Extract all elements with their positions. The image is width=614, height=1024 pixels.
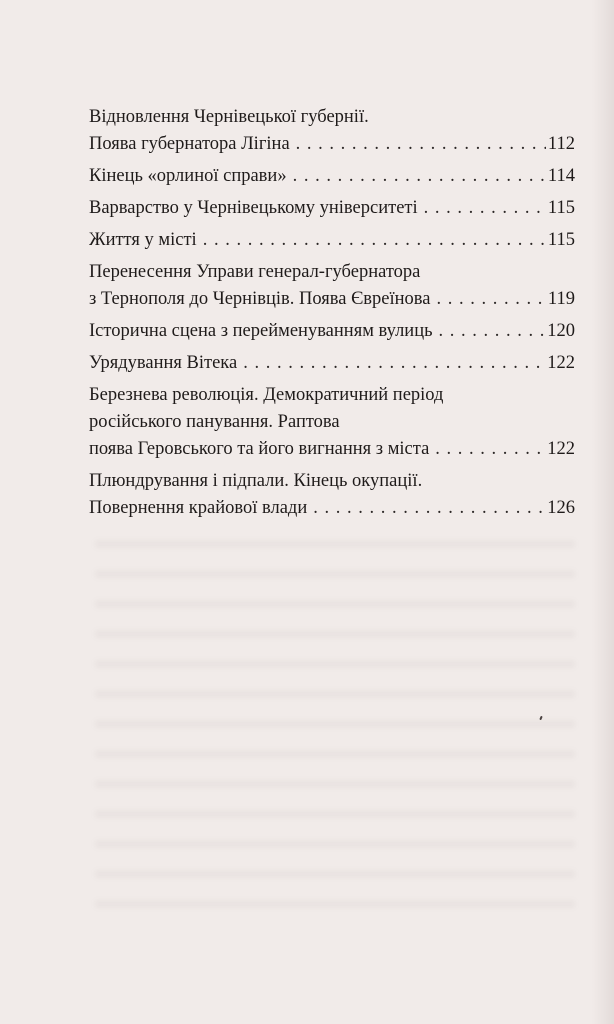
toc-entry-title: Урядування Вітека bbox=[89, 353, 238, 373]
toc-entry-title: Кінець «орлиної справи» bbox=[89, 166, 287, 186]
toc-entry-final-line bbox=[89, 286, 575, 313]
toc-entry-title-line: Плюндрування і підпали. Кінець окупації. bbox=[89, 471, 423, 491]
page-number: 122 bbox=[547, 439, 575, 459]
toc-entry-final-line bbox=[89, 163, 575, 190]
dot-leader bbox=[237, 350, 545, 377]
dot-leader bbox=[429, 436, 545, 463]
page-number: 122 bbox=[547, 353, 575, 373]
dot-leader bbox=[418, 195, 546, 222]
toc-entry-title-line: Березнева революція. Демократичний період bbox=[89, 385, 444, 405]
toc-entry-title: Життя у місті bbox=[89, 230, 197, 250]
toc-entry-title: Повернення крайової влади bbox=[89, 498, 308, 518]
toc-entry-final-line bbox=[89, 495, 575, 522]
toc-entry-title: поява Геровського та його вигнання з міста bbox=[89, 439, 430, 459]
dot-leader bbox=[290, 131, 546, 158]
page-number: 119 bbox=[547, 289, 575, 309]
toc-entry-final-line bbox=[89, 195, 575, 222]
dot-leader bbox=[287, 163, 546, 190]
toc-entry bbox=[89, 195, 575, 222]
toc-entry-final-line bbox=[89, 350, 575, 377]
toc-entry bbox=[89, 318, 575, 345]
page-number: 120 bbox=[547, 321, 575, 341]
dot-leader bbox=[197, 227, 546, 254]
page-number: 126 bbox=[547, 498, 575, 518]
toc-entry bbox=[89, 227, 575, 254]
toc-entry bbox=[89, 104, 575, 158]
toc-entry-title-line: Відновлення Чернівецької губернії. bbox=[89, 107, 369, 127]
toc-entry-final-line bbox=[89, 131, 575, 158]
toc-entry-title-line: Перенесення Управи генерал-губернатора bbox=[89, 262, 421, 282]
page-edge-shadow bbox=[592, 0, 614, 1024]
dot-leader bbox=[307, 495, 545, 522]
toc-entry-title: Варварство у Чернівецькому університеті bbox=[89, 198, 418, 218]
toc-entry bbox=[89, 163, 575, 190]
dot-leader bbox=[430, 286, 545, 313]
toc-entry-title: Поява губернатора Лігіна bbox=[89, 134, 290, 154]
toc-entry bbox=[89, 468, 575, 522]
toc-entry-title: з Тернополя до Чернівців. Поява Євреїнова bbox=[89, 289, 431, 309]
page-number: 115 bbox=[547, 230, 575, 250]
toc-entry-title: Історична сцена з перейменуванням вулиць bbox=[89, 321, 433, 341]
table-of-contents bbox=[89, 104, 575, 527]
toc-entry-final-line bbox=[89, 318, 575, 345]
dot-leader bbox=[433, 318, 546, 345]
page-number: 114 bbox=[547, 166, 575, 186]
page-number: 112 bbox=[547, 134, 575, 154]
toc-entry bbox=[89, 382, 575, 463]
toc-entry bbox=[89, 259, 575, 313]
toc-entry-final-line bbox=[89, 227, 575, 254]
toc-entry bbox=[89, 350, 575, 377]
page-number: 115 bbox=[547, 198, 575, 218]
toc-entry-final-line bbox=[89, 436, 575, 463]
show-through-text bbox=[95, 540, 575, 920]
toc-entry-title-line: російського панування. Раптова bbox=[89, 412, 340, 432]
